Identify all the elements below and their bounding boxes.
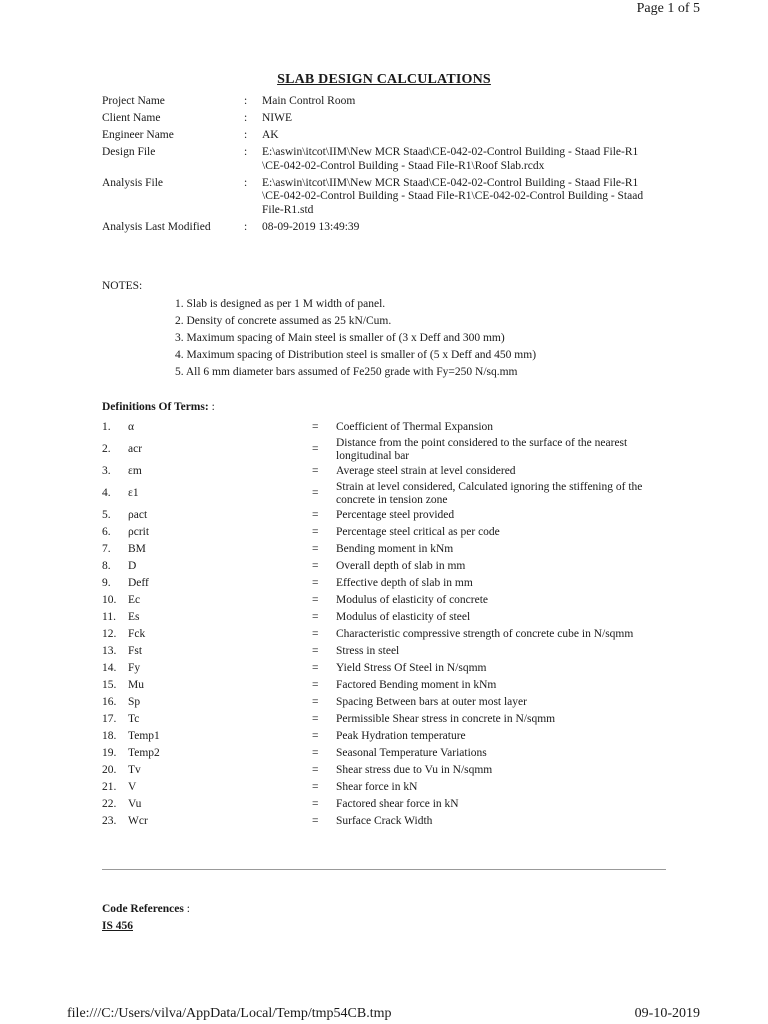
- info-label: Client Name: [102, 112, 161, 124]
- info-row-client-name: [102, 112, 662, 126]
- code-references-heading-suffix: :: [183, 903, 190, 915]
- definition-number: 16.: [102, 696, 117, 709]
- definition-term: Wcr: [128, 815, 148, 828]
- definition-number: 9.: [102, 577, 111, 590]
- definition-row: [102, 558, 662, 575]
- definition-description: Modulus of elasticity of concrete: [336, 594, 489, 607]
- definitions-heading-text: Definitions Of Terms:: [102, 401, 209, 413]
- definition-description: Percentage steel critical as per code: [336, 526, 500, 539]
- definition-equals: =: [312, 509, 319, 522]
- info-row-analysis-last-modified: [102, 221, 662, 235]
- info-colon: :: [244, 176, 248, 189]
- info-label: Engineer Name: [102, 129, 174, 141]
- definition-number: 12.: [102, 628, 117, 641]
- info-value: NIWE: [262, 112, 293, 124]
- definition-number: 5.: [102, 509, 111, 522]
- definition-row: [102, 779, 662, 796]
- definition-row: [102, 813, 662, 830]
- definition-description: Effective depth of slab in mm: [336, 577, 473, 590]
- definitions-list: [102, 419, 662, 830]
- definition-row: [102, 463, 662, 480]
- definition-description: Modulus of elasticity of steel: [336, 611, 471, 624]
- definition-description: Spacing Between bars at outer most layer: [336, 696, 527, 709]
- definition-row: [102, 507, 662, 524]
- info-value: E:\aswin\itcot\IIM\New MCR Staad\CE-042-02-Control Building - Staad File-R1 \CE-042-02-Control Building - Staad File-R1\CE-042-02-Control Building - Staad File-R1.std: [262, 176, 644, 216]
- note-item: 1. Slab is designed as per 1 M width of panel.: [175, 298, 386, 310]
- definition-number: 23.: [102, 815, 117, 828]
- definitions-heading-suffix: :: [208, 401, 215, 413]
- definition-equals: =: [312, 696, 319, 709]
- definition-equals: =: [312, 443, 319, 456]
- note-item: 3. Maximum spacing of Main steel is smaller of (3 x Deff and 300 mm): [175, 332, 505, 344]
- definition-term: V: [128, 781, 137, 794]
- definition-description: Seasonal Temperature Variations: [336, 747, 487, 760]
- definition-description: Permissible Shear stress in concrete in N/sqmm: [336, 713, 556, 726]
- info-value: AK: [262, 129, 279, 141]
- definition-equals: =: [312, 421, 319, 434]
- info-colon: :: [244, 220, 248, 233]
- definition-equals: =: [312, 543, 319, 556]
- definition-equals: =: [312, 781, 319, 794]
- info-label: Design File: [102, 146, 156, 158]
- definition-number: 13.: [102, 645, 117, 658]
- definition-equals: =: [312, 628, 319, 641]
- definition-row: [102, 575, 662, 592]
- definition-description: Bending moment in kNm: [336, 543, 454, 556]
- definition-term: Tv: [128, 764, 141, 777]
- definition-row: [102, 609, 662, 626]
- definition-term: Vu: [128, 798, 142, 811]
- definitions-heading: [102, 401, 215, 413]
- definition-term: Fck: [128, 628, 146, 641]
- definition-number: 18.: [102, 730, 117, 743]
- definition-description: Strain at level considered, Calculated ignoring the stiffening of the concrete in tension zone: [336, 481, 643, 506]
- definition-term: Ec: [128, 594, 141, 607]
- info-label: Analysis Last Modified: [102, 220, 211, 233]
- definition-row: [102, 728, 662, 745]
- page-number: Page 1 of 5: [636, 1, 700, 16]
- definition-description: Shear force in kN: [336, 781, 418, 794]
- notes-heading: NOTES:: [102, 280, 143, 292]
- definition-equals: =: [312, 662, 319, 675]
- definition-term: Deff: [128, 577, 149, 590]
- info-row-design-file: [102, 146, 662, 173]
- definition-row: [102, 677, 662, 694]
- definition-equals: =: [312, 645, 319, 658]
- info-label: Analysis File: [102, 176, 164, 189]
- definition-number: 10.: [102, 594, 117, 607]
- definition-equals: =: [312, 764, 319, 777]
- definition-row: [102, 524, 662, 541]
- definition-equals: =: [312, 798, 319, 811]
- definition-row: [102, 626, 662, 643]
- page-title: SLAB DESIGN CALCULATIONS: [277, 72, 491, 87]
- definition-term: Temp1: [128, 730, 160, 743]
- definition-term: εm: [128, 465, 142, 478]
- definition-row: [102, 592, 662, 609]
- definition-description: Distance from the point considered to the surface of the nearest longitudinal bar: [336, 437, 628, 462]
- definition-term: Sp: [128, 696, 141, 709]
- definition-term: α: [128, 421, 135, 434]
- definition-term: ε1: [128, 487, 139, 500]
- definition-term: Fst: [128, 645, 143, 658]
- definition-equals: =: [312, 611, 319, 624]
- definition-number: 17.: [102, 713, 117, 726]
- definition-row: [102, 436, 662, 463]
- definition-row: [102, 643, 662, 660]
- definition-description: Stress in steel: [336, 645, 400, 658]
- definition-equals: =: [312, 465, 319, 478]
- definition-description: Surface Crack Width: [336, 815, 433, 828]
- definition-number: 8.: [102, 560, 111, 573]
- definition-number: 21.: [102, 781, 117, 794]
- footer-file-path: file:///C:/Users/vilva/AppData/Local/Temp/tmp54CB.tmp: [67, 1006, 392, 1021]
- definition-equals: =: [312, 560, 319, 573]
- definition-row: [102, 419, 662, 436]
- definition-number: 1.: [102, 421, 111, 434]
- definition-description: Percentage steel provided: [336, 509, 455, 522]
- definition-number: 3.: [102, 465, 111, 478]
- note-item: 2. Density of concrete assumed as 25 kN/Cum.: [175, 315, 392, 327]
- info-row-analysis-file: [102, 177, 662, 218]
- info-colon: :: [244, 146, 248, 158]
- definition-term: Es: [128, 611, 140, 624]
- definition-equals: =: [312, 747, 319, 760]
- definition-row: [102, 541, 662, 558]
- definition-number: 4.: [102, 487, 111, 500]
- definition-number: 15.: [102, 679, 117, 692]
- definition-equals: =: [312, 487, 319, 500]
- definition-number: 6.: [102, 526, 111, 539]
- definition-equals: =: [312, 713, 319, 726]
- info-colon: :: [244, 129, 248, 141]
- definition-equals: =: [312, 730, 319, 743]
- info-value: 08-09-2019 13:49:39: [262, 220, 360, 233]
- definition-description: Overall depth of slab in mm: [336, 560, 466, 573]
- definition-description: Yield Stress Of Steel in N/sqmm: [336, 662, 487, 675]
- definition-term: Tc: [128, 713, 140, 726]
- definition-term: ρcrit: [128, 526, 150, 539]
- definition-equals: =: [312, 577, 319, 590]
- definition-description: Factored Bending moment in kNm: [336, 679, 497, 692]
- section-divider: [102, 869, 666, 870]
- info-value: Main Control Room: [262, 95, 356, 107]
- note-item: 4. Maximum spacing of Distribution steel is smaller of (5 x Deff and 450 mm): [175, 349, 537, 361]
- code-references-heading-text: Code References: [102, 903, 184, 915]
- info-value: E:\aswin\itcot\IIM\New MCR Staad\CE-042-02-Control Building - Staad File-R1 \CE-042-02-Control Building - Staad File-R1\Roof Slab.rcdx: [262, 146, 639, 172]
- definition-equals: =: [312, 594, 319, 607]
- definition-term: ρact: [128, 509, 148, 522]
- definition-row: [102, 762, 662, 779]
- code-references-heading: [102, 901, 190, 918]
- definition-row: [102, 660, 662, 677]
- definition-description: Average steel strain at level considered: [336, 465, 516, 478]
- definition-number: 11.: [102, 611, 116, 624]
- definition-equals: =: [312, 815, 319, 828]
- definition-number: 7.: [102, 543, 111, 556]
- definition-description: Coefficient of Thermal Expansion: [336, 421, 494, 434]
- definition-term: Temp2: [128, 747, 160, 760]
- info-row-project-name: [102, 95, 662, 109]
- definition-description: Peak Hydration temperature: [336, 730, 466, 743]
- project-info-table: [102, 95, 662, 238]
- definition-description: Factored shear force in kN: [336, 798, 459, 811]
- definition-equals: =: [312, 526, 319, 539]
- info-label: Project Name: [102, 95, 165, 107]
- info-row-engineer-name: [102, 129, 662, 143]
- definition-row: [102, 711, 662, 728]
- definition-row: [102, 694, 662, 711]
- info-colon: :: [244, 95, 248, 107]
- definition-row: [102, 745, 662, 762]
- definition-number: 22.: [102, 798, 117, 811]
- definition-term: Mu: [128, 679, 144, 692]
- footer-date: 09-10-2019: [634, 1006, 700, 1021]
- definition-term: BM: [128, 543, 146, 556]
- definition-term: Fy: [128, 662, 141, 675]
- notes-list: [175, 297, 536, 382]
- definition-description: Characteristic compressive strength of concrete cube in N/sqmm: [336, 628, 634, 641]
- info-colon: :: [244, 112, 248, 124]
- note-item: 5. All 6 mm diameter bars assumed of Fe250 grade with Fy=250 N/sq.mm: [175, 366, 518, 378]
- definition-number: 19.: [102, 747, 117, 760]
- definition-number: 20.: [102, 764, 117, 777]
- definition-description: Shear stress due to Vu in N/sqmm: [336, 764, 493, 777]
- definition-term: D: [128, 560, 137, 573]
- definition-number: 14.: [102, 662, 117, 675]
- definition-number: 2.: [102, 443, 111, 456]
- definition-term: acr: [128, 443, 143, 456]
- definition-row: [102, 796, 662, 813]
- code-reference-item: IS 456: [102, 920, 133, 932]
- definition-equals: =: [312, 679, 319, 692]
- code-references: [102, 901, 190, 935]
- definition-row: [102, 480, 662, 507]
